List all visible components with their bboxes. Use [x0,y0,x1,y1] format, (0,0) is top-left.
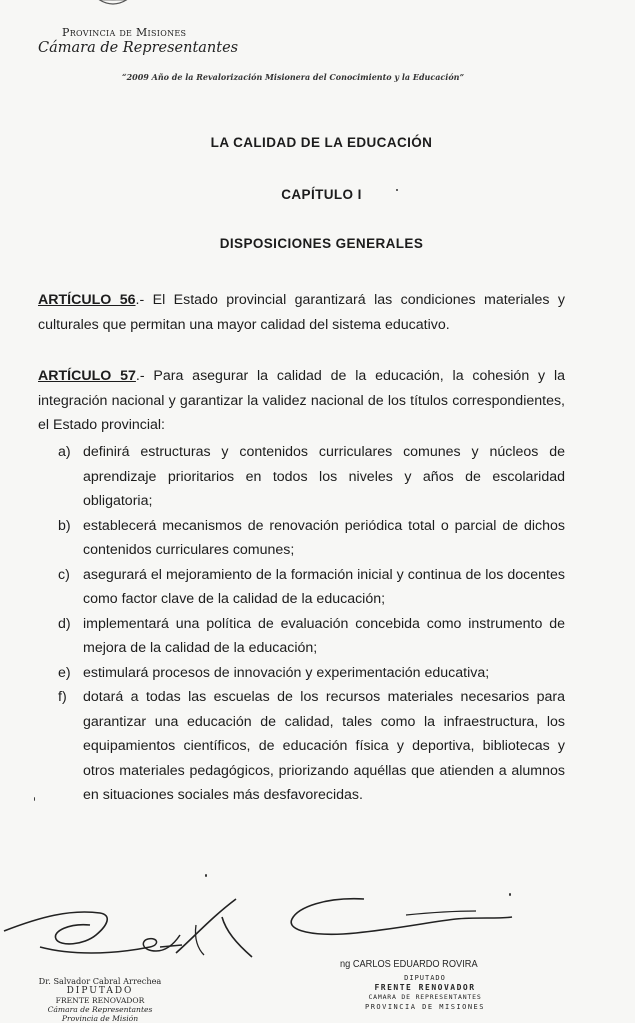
list-item [38,514,565,563]
item-text: estimulará procesos de innovación y experimentación educativa; [83,664,490,681]
document-title: LA CALIDAD DE LA EDUCACIÓN [210,135,433,150]
right-signer-province: PROVINCIA DE MISIONES [364,1003,485,1011]
item-marker: e) [58,664,71,681]
item-marker: c) [58,566,70,583]
chapter-heading: CAPÍTULO I [281,187,362,202]
item-text: dotará a todas las escuelas de los recursos materiales necesarios para garantizar una educación de calidad, tales como la infraestructura, los equipamientos científicos, de educación física y deportiva, bibliotecas y otros materiales pedagógicos, priorizando aquéllas que atienden a alumnos en situaciones sociales más desfavorecidas. [83,689,565,803]
left-signer-name: Dr. Salvador Cabral Arrechea [38,976,162,986]
right-signature-block [340,958,510,1012]
article-57 [38,364,565,438]
seal-emblem [86,0,140,16]
right-signer-party: FRENTE RENOVADOR [374,983,476,992]
left-signer-chamber: Cámara de Representantes [47,1005,153,1014]
item-marker: a) [58,444,71,460]
item-text: definirá estructuras y contenidos curriculares comunes y núcleos de aprendizaje prioritarios en todos los niveles y años de escolaridad obligatoria; [83,444,565,509]
right-signer-role: DIPUTADO [404,974,446,982]
article-57-label: ARTÍCULO 57 [38,368,136,384]
article-57-text: .- Para asegurar la calidad de la educación, la cohesión y la integración nacional y garantizar la validez nacional de los títulos correspondientes, el Estado provincial: [38,368,565,433]
chamber-name: Cámara de Representantes [38,40,239,56]
right-signature [286,893,516,953]
left-signer-province: Provincia de Misión [61,1014,139,1023]
item-marker: d) [58,615,71,632]
scan-speck [205,874,207,877]
item-text: establecerá mecanismos de renovación periódica total o parcial de dichos contenidos curriculares comunes; [83,517,565,558]
left-signer-role: DIPUTADO [66,986,134,996]
right-signer-chamber: CAMARA DE REPRESENTANTES [368,993,482,1001]
item-marker: f) [58,689,67,705]
list-item [38,440,565,514]
left-signer-party: FRENTE RENOVADOR [55,996,145,1005]
year-motto: “2009 Año de la Revalorización Misionera del Conocimiento y la Educación” [122,72,465,82]
list-item [38,661,565,686]
section-heading: DISPOSICIONES GENERALES [219,236,424,251]
article-56 [38,288,565,337]
scan-speck [396,189,398,191]
article-56-label: ARTÍCULO 56 [38,292,136,308]
list-item [38,612,565,661]
list-item [38,685,565,808]
article-57-items [38,440,565,808]
list-item [38,563,565,612]
item-marker: b) [58,517,71,534]
left-signature-block [20,976,180,1023]
article-56-text: .- El Estado provincial garantizará las condiciones materiales y culturales que permitan una mayor calidad del sistema educativo. [38,292,565,333]
item-text: implementará una política de evaluación concebida como instrumento de mejora de la calidad de la educación; [83,615,565,656]
scan-speck [34,797,35,801]
item-text: asegurará el mejoramiento de la formación inicial y continua de los docentes como factor clave de la calidad de la educación; [83,566,565,607]
left-signature [0,895,260,975]
right-signer-name: ng CARLOS EDUARDO ROVIRA [340,958,478,970]
province-name: Provincia de Misiones [62,26,187,39]
